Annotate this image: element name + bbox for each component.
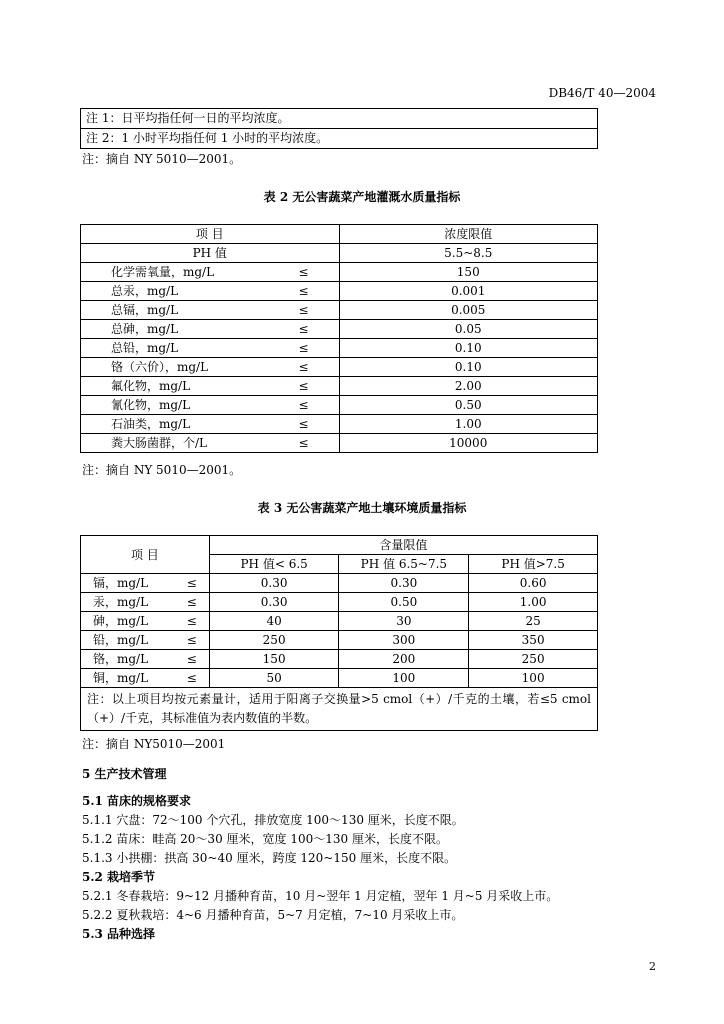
table2-item-cell (81, 434, 340, 453)
table3-item-sign: ≤ (186, 652, 197, 666)
table3-item-sign: ≤ (186, 633, 197, 647)
table2-item-cell (81, 263, 340, 282)
table3-item-sign: ≤ (186, 576, 197, 590)
table3-item-label: 铬，mg/L (93, 652, 149, 666)
table3-title: 表 3 无公害蔬菜产地土壤环境质量指标 (257, 501, 467, 515)
table3-item-label: 铅，mg/L (93, 633, 149, 647)
table2-item-label: 总镉，mg/L (111, 303, 179, 317)
table2-value-cell: 2.00 (339, 377, 597, 396)
table2-header-row (81, 225, 598, 244)
table2-item-cell (81, 320, 340, 339)
section-heading: 5.3 品种选择 (82, 927, 156, 941)
table3-value-cell: 0.30 (339, 574, 469, 593)
table2-header-item: 项 目 (81, 225, 340, 244)
table3-value-cell: 30 (339, 612, 469, 631)
table2 (80, 224, 598, 453)
table-row (81, 320, 598, 339)
section-paragraph: 5.1.1 穴盘：72～100 个穴孔，排放宽度 100～130 厘米，长度不限。 (82, 813, 464, 827)
table2-ph-value: 5.5~8.5 (339, 244, 597, 263)
table2-item-cell (81, 396, 340, 415)
standard-number: DB46/T 40—2004 (548, 86, 656, 100)
table3-note-row (81, 688, 598, 731)
table-row (81, 631, 598, 650)
table3-header-item: 项 目 (81, 536, 210, 574)
table2-item-sign: ≤ (298, 398, 309, 412)
table3-item-cell (81, 631, 210, 650)
table3-value-cell: 300 (339, 631, 469, 650)
table3-value-cell: 100 (339, 669, 469, 688)
table2-item-cell (81, 358, 340, 377)
table2-item-label: 石油类，mg/L (111, 417, 191, 431)
table-row (81, 301, 598, 320)
table3-item-cell (81, 574, 210, 593)
table-row (81, 669, 598, 688)
section-paragraph: 5.2.2 夏秋栽培：4~6 月播种育苗，5~7 月定植，7~10 月采收上市。 (82, 908, 464, 922)
table2-title: 表 2 无公害蔬菜产地灌溉水质量指标 (263, 190, 461, 204)
table-row (81, 263, 598, 282)
table3-item-cell (81, 612, 210, 631)
table3-item-cell (81, 669, 210, 688)
table2-item-label: 化学需氧量，mg/L (111, 265, 215, 279)
table2-item-sign: ≤ (298, 284, 309, 298)
table3-item-label: 镉，mg/L (93, 576, 149, 590)
table-row (81, 434, 598, 453)
table3-item-sign: ≤ (186, 614, 197, 628)
table3 (80, 535, 598, 731)
table3-body (81, 574, 598, 688)
table2-value-cell: 0.05 (339, 320, 597, 339)
table2-item-sign: ≤ (298, 265, 309, 279)
table-row (81, 396, 598, 415)
table3-value-cell: 0.60 (469, 574, 598, 593)
table3-item-label: 汞，mg/L (93, 595, 149, 609)
section-heading: 5.2 栽培季节 (82, 870, 156, 884)
top-source-note: 注：摘自 NY 5010—2001。 (82, 152, 242, 166)
table2-value-cell: 10000 (339, 434, 597, 453)
table2-header-limit: 浓度限值 (339, 225, 597, 244)
table2-item-sign: ≤ (298, 379, 309, 393)
table-row (81, 282, 598, 301)
table-row (81, 593, 598, 612)
table3-header-col-3: PH 值>7.5 (469, 555, 598, 574)
table3-item-cell (81, 650, 210, 669)
table2-item-label: 粪大肠菌群，个/L (111, 436, 208, 450)
table3-value-cell: 25 (469, 612, 598, 631)
table3-value-cell: 40 (209, 612, 339, 631)
table2-item-label: 总汞，mg/L (111, 284, 179, 298)
table3-value-cell: 250 (469, 650, 598, 669)
top-note-1: 注 1：日平均指任何一日的平均浓度。 (81, 109, 597, 129)
table2-item-sign: ≤ (298, 303, 309, 317)
table2-item-sign: ≤ (298, 341, 309, 355)
section-heading: 5 生产技术管理 (82, 767, 167, 781)
top-notes-box (80, 108, 598, 149)
table3-item-label: 砷，mg/L (93, 614, 149, 628)
table2-item-label: 总铅，mg/L (111, 341, 179, 355)
table3-item-sign: ≤ (186, 595, 197, 609)
table2-item-cell (81, 415, 340, 434)
table2-value-cell: 0.005 (339, 301, 597, 320)
table2-item-label: 铬（六价），mg/L (111, 360, 209, 374)
table2-value-cell: 0.50 (339, 396, 597, 415)
table3-value-cell: 200 (339, 650, 469, 669)
table2-item-sign: ≤ (298, 417, 309, 431)
table3-header-col-2: PH 值 6.5~7.5 (339, 555, 469, 574)
table3-header-limit: 含量限值 (209, 536, 597, 555)
table3-value-cell: 250 (209, 631, 339, 650)
table3-value-cell: 0.50 (339, 593, 469, 612)
page-number: 2 (649, 960, 656, 973)
table3-source-note: 注：摘自 NY5010—2001 (82, 737, 226, 751)
table2-source-note: 注：摘自 NY 5010—2001。 (82, 463, 242, 477)
table3-item-label: 铜，mg/L (93, 671, 149, 685)
table2-item-cell (81, 377, 340, 396)
table2-item-sign: ≤ (298, 436, 309, 450)
table3-value-cell: 150 (209, 650, 339, 669)
table2-item-label: 氟化物，mg/L (111, 379, 191, 393)
table3-header-row-1 (81, 536, 598, 555)
table2-item-cell (81, 282, 340, 301)
table3-item-sign: ≤ (186, 671, 197, 685)
section-paragraph: 5.1.2 苗床：畦高 20～30 厘米，宽度 100～130 厘米，长度不限。 (82, 832, 448, 846)
table2-item-label: 氰化物，mg/L (111, 398, 191, 412)
table-row (81, 574, 598, 593)
table-row (81, 358, 598, 377)
section-paragraph: 5.2.1 冬春栽培：9~12 月播种育苗，10 月~翌年 1 月定植，翌年 1 月~5 月采收上市。 (82, 889, 559, 903)
table3-value-cell: 350 (469, 631, 598, 650)
top-note-2: 注 2：1 小时平均指任何 1 小时的平均浓度。 (86, 131, 329, 145)
table2-value-cell: 1.00 (339, 415, 597, 434)
table2-value-cell: 0.10 (339, 339, 597, 358)
table2-item-sign: ≤ (298, 360, 309, 374)
table3-value-cell: 50 (209, 669, 339, 688)
table-row (81, 650, 598, 669)
section-heading: 5.1 苗床的规格要求 (82, 794, 192, 808)
table2-ph-row (81, 244, 598, 263)
table3-header-col-1: PH 值< 6.5 (209, 555, 339, 574)
table-row (81, 415, 598, 434)
table-row (81, 339, 598, 358)
table2-item-cell (81, 301, 340, 320)
table2-item-cell (81, 339, 340, 358)
table2-value-cell: 0.001 (339, 282, 597, 301)
table-row (81, 612, 598, 631)
table2-item-label: 总砷，mg/L (111, 322, 179, 336)
table3-value-cell: 1.00 (469, 593, 598, 612)
table-row (81, 377, 598, 396)
table2-value-cell: 150 (339, 263, 597, 282)
table2-ph-item: PH 值 (81, 244, 340, 263)
table3-value-cell: 100 (469, 669, 598, 688)
table2-body (81, 263, 598, 453)
table2-item-sign: ≤ (298, 322, 309, 336)
table2-value-cell: 0.10 (339, 358, 597, 377)
table3-item-cell (81, 593, 210, 612)
table3-value-cell: 0.30 (209, 593, 339, 612)
table3-value-cell: 0.30 (209, 574, 339, 593)
table3-note: 注：以上项目均按元素量计，适用于阳离子交换量>5 cmol（+）/千克的土壤，若≤5 cmol（+）/千克，其标准值为表内数值的半数。 (81, 688, 598, 731)
section-paragraph: 5.1.3 小拱棚：拱高 30~40 厘米，跨度 120~150 厘米，长度不限。 (82, 851, 457, 865)
